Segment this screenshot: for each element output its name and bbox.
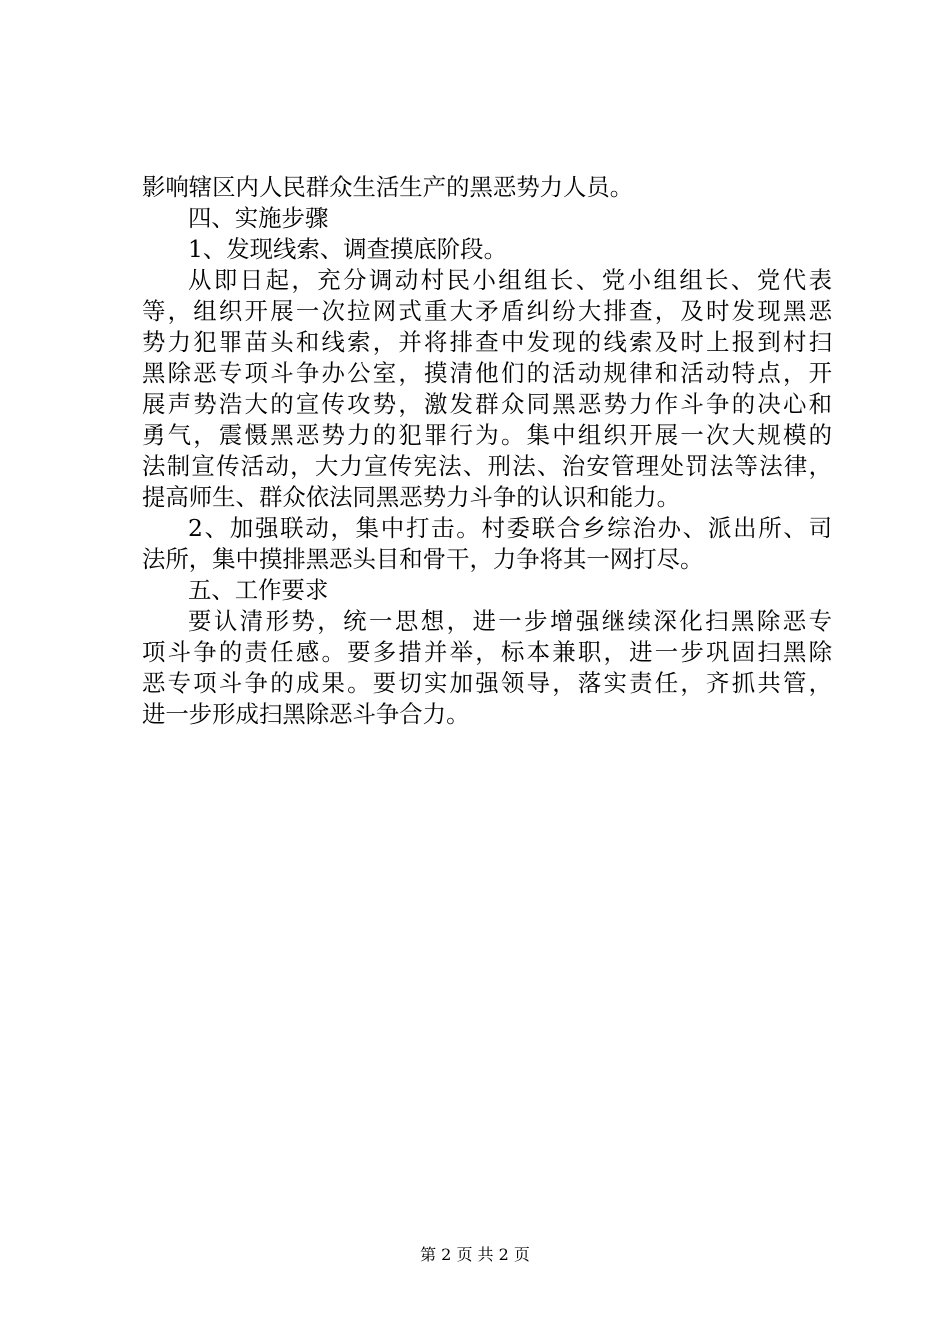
text-line: 黑除恶专项斗争办公室，摸清他们的活动规律和活动特点，开 [142, 359, 832, 387]
text-line: 法所，集中摸排黑恶头目和骨干，力争将其一网打尽。 [142, 545, 704, 573]
text-line: 恶专项斗争的成果。要切实加强领导，落实责任，齐抓共管， [142, 669, 832, 697]
text-line: 势力犯罪苗头和线索，并将排查中发现的线索及时上报到村扫 [142, 328, 832, 356]
text-line: 进一步形成扫黑除恶斗争合力。 [142, 700, 470, 728]
text-line: 要认清形势，统一思想，进一步增强继续深化扫黑除恶专 [188, 607, 832, 635]
text-line: 等，组织开展一次拉网式重大矛盾纠纷大排查，及时发现黑恶 [142, 297, 832, 325]
section-heading-requirements: 五、工作要求 [188, 576, 329, 604]
subsection-heading-stage-1: 1、发现线索、调查摸底阶段。 [188, 235, 507, 263]
text-line: 2、加强联动，集中打击。村委联合乡综治办、派出所、司 [188, 514, 832, 542]
text-line: 法制宣传活动，大力宣传宪法、刑法、治安管理处罚法等法律， [142, 452, 832, 480]
page-number-label: 第 2 页 共 2 页 [420, 1245, 530, 1264]
document-body [142, 172, 832, 730]
text-line: 提高师生、群众依法同黑恶势力斗争的认识和能力。 [142, 483, 680, 511]
text-line: 影响辖区内人民群众生活生产的黑恶势力人员。 [142, 173, 634, 201]
text-line: 展声势浩大的宣传攻势，激发群众同黑恶势力作斗争的决心和 [142, 390, 832, 418]
text-line: 勇气，震慑黑恶势力的犯罪行为。集中组织开展一次大规模的 [142, 421, 832, 449]
text-line: 从即日起，充分调动村民小组组长、党小组组长、党代表 [188, 266, 832, 294]
text-line: 项斗争的责任感。要多措并举，标本兼职，进一步巩固扫黑除 [142, 638, 832, 666]
section-heading-steps: 四、实施步骤 [188, 204, 329, 232]
page-footer [0, 1244, 950, 1266]
